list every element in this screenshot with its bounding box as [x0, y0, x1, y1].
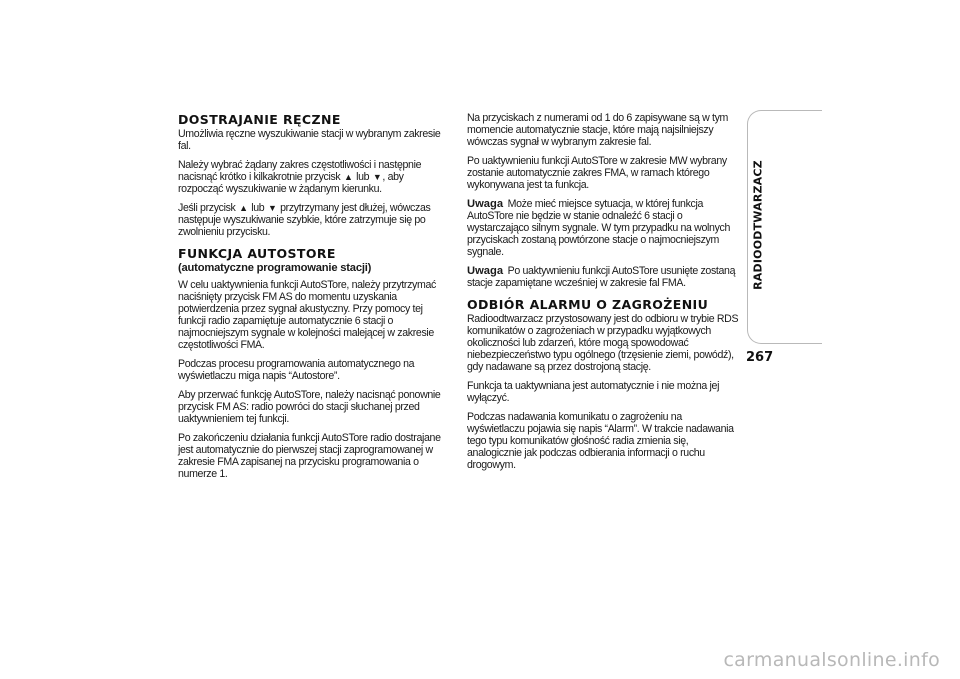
text: przytrzymany jest dłużej, wówczas następuje wyszukiwanie szybkie, które zatrzymuje się po zwolnieniu przycisku.: [178, 202, 431, 238]
left-column: [178, 112, 450, 487]
text: lub: [251, 202, 265, 214]
note-text: Może mieć miejsce sytuacja, w której funkcja AutoSTore nie będzie w stanie odnaleźć 6 stacji o wystarczająco silnym sygnale. W tym przypadku na wolnych przyciskach zostaną powtórzone stacje o najmocniejszym sygnale.: [467, 198, 731, 258]
note-text: Po uaktywnieniu funkcji AutoSTore usunięte zostaną stacje zapamiętane wcześniej w zakresie fal FMA.: [467, 265, 736, 289]
paragraph: W celu uaktywnienia funkcji AutoSTore, należy przytrzymać naciśnięty przycisk FM AS do momentu uzyskania potwierdzenia przez sygnał akustyczny. Przy pomocy tej funkcji radio zapamiętuje automatycznie 6 stacji o najmocniejszym sygnale w kolejności malejącej w zakresie częstotliwości FMA.: [178, 279, 436, 351]
chapter-label: RADIOODTWARZACZ: [751, 160, 765, 290]
arrow-down-icon: ▼: [267, 203, 277, 213]
paragraph: Po uaktywnieniu funkcji AutoSTore w zakresie MW wybrany zostanie automatycznie zakres FMA, w ramach którego wykonywana jest ta funkcja.: [467, 155, 727, 191]
paragraph: Umożliwia ręczne wyszukiwanie stacji w wybranym zakresie fal.: [178, 128, 441, 152]
page-number: 267: [746, 350, 774, 365]
section-heading-alarm: ODBIÓR ALARMU O ZAGROŻENIU: [467, 297, 709, 312]
paragraph: Podczas nadawania komunikatu o zagrożeniu na wyświetlaczu pojawia się napis “Alarm”. W trakcie nadawania tego typu komunikatów głośność radia zmienia się, analogicznie jak podczas odbierania informacji o ruchu drogowym.: [467, 411, 734, 471]
text: lub: [356, 171, 370, 183]
paragraph: Podczas procesu programowania automatycznego na wyświetlaczu miga napis “Autostore”.: [178, 358, 415, 382]
paragraph: [178, 159, 450, 195]
right-column: [467, 112, 739, 478]
section-subheading: (automatyczne programowanie stacji): [178, 262, 372, 274]
note-label: Uwaga: [467, 198, 504, 210]
section-heading-autostore: FUNKCJA AUTOSTORE: [178, 246, 336, 261]
paragraph: Po zakończeniu działania funkcji AutoSTore radio dostrajane jest automatycznie do pierwszej stacji zaprogramowanej w zakresie FMA zapisanej na przycisku programowania o numerze 1.: [178, 432, 441, 480]
paragraph: Aby przerwać funkcję AutoSTore, należy nacisnąć ponownie przycisk FM AS: radio powróci do stacji słuchanej przed uaktywnieniem tej funkcji.: [178, 389, 441, 425]
note-paragraph: [467, 265, 739, 289]
note-paragraph: [467, 198, 739, 258]
paragraph: Funkcja ta uaktywniana jest automatycznie i nie można jej wyłączyć.: [467, 380, 720, 404]
watermark: carmanualsonline.info: [723, 649, 940, 671]
arrow-up-icon: ▲: [343, 172, 353, 182]
text: , aby rozpocząć wyszukiwanie w żądanym kierunku.: [178, 171, 404, 195]
arrow-down-icon: ▼: [372, 172, 382, 182]
paragraph: [178, 202, 450, 238]
note-label: Uwaga: [467, 265, 504, 277]
paragraph: Na przyciskach z numerami od 1 do 6 zapisywane są w tym momencie automatycznie stacje, które mają najsilniejszy wówczas sygnał w wybranym zakresie fal.: [467, 112, 729, 148]
text: Jeśli przycisk: [178, 202, 236, 214]
text: Należy wybrać żądany zakres częstotliwości i następnie nacisnąć krótko i kilkakrotnie przycisk: [178, 159, 422, 183]
section-heading-manual-tuning: DOSTRAJANIE RĘCZNE: [178, 112, 341, 127]
paragraph: Radioodtwarzacz przystosowany jest do odbioru w trybie RDS komunikatów o zagrożeniach w przypadku wyjątkowych okoliczności lub zdarzeń, które mogą spowodować niebezpieczeństwo typu ogólnego (trzęsienie ziemi, powódź), gdy nadawane są przez dostrojoną stację.: [467, 313, 739, 373]
arrow-up-icon: ▲: [239, 203, 248, 213]
